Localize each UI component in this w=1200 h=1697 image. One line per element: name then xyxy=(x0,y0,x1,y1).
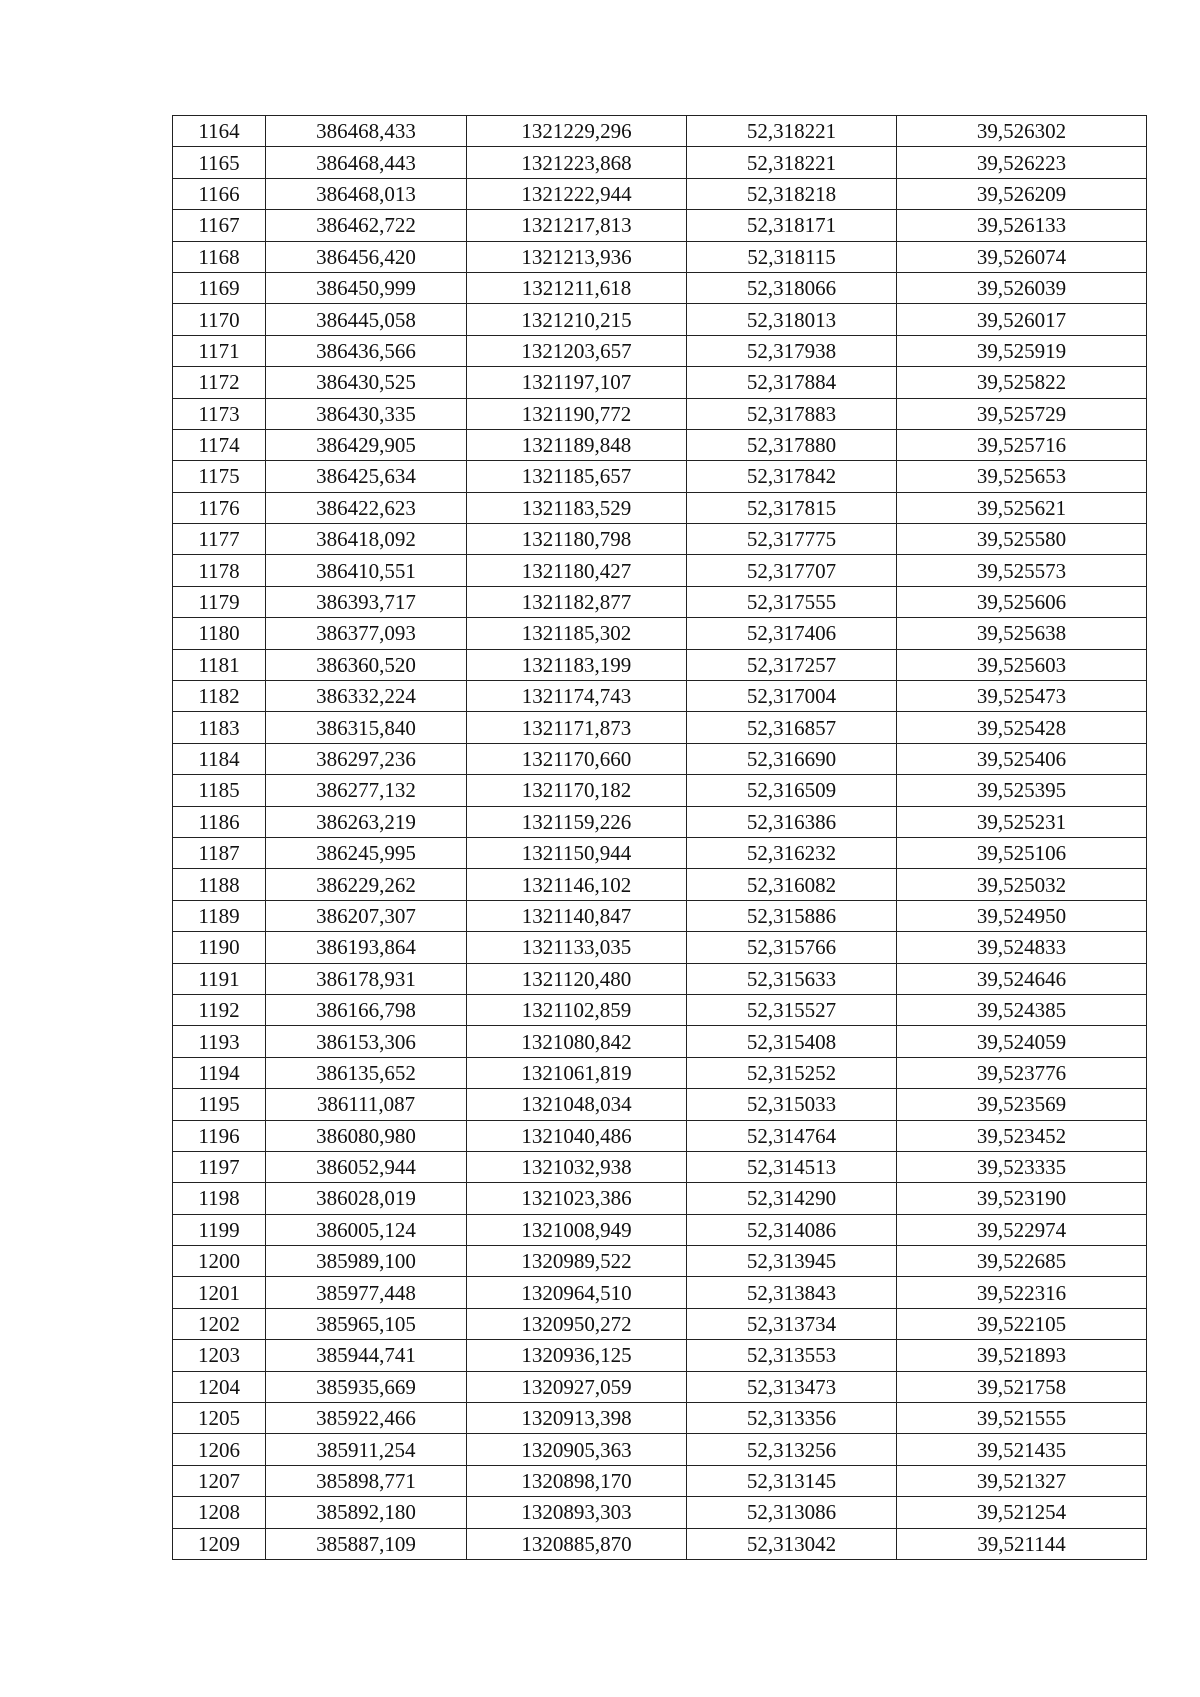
table-row xyxy=(173,1151,1147,1182)
y-coordinate-cell: 1321023,386 xyxy=(467,1183,687,1214)
latitude-cell: 52,317707 xyxy=(687,555,897,586)
latitude-cell: 52,317883 xyxy=(687,398,897,429)
longitude-cell: 39,521893 xyxy=(897,1340,1147,1371)
table-row xyxy=(173,1434,1147,1465)
latitude-cell: 52,318066 xyxy=(687,272,897,303)
longitude-cell: 39,526209 xyxy=(897,178,1147,209)
y-coordinate-cell: 1320893,303 xyxy=(467,1497,687,1528)
point-number-cell: 1205 xyxy=(173,1403,266,1434)
longitude-cell: 39,524059 xyxy=(897,1026,1147,1057)
longitude-cell: 39,524950 xyxy=(897,900,1147,931)
y-coordinate-cell: 1320913,398 xyxy=(467,1403,687,1434)
longitude-cell: 39,525395 xyxy=(897,775,1147,806)
point-number-cell: 1190 xyxy=(173,932,266,963)
table-row xyxy=(173,743,1147,774)
y-coordinate-cell: 1321217,813 xyxy=(467,210,687,241)
table-row xyxy=(173,1214,1147,1245)
x-coordinate-cell: 385977,448 xyxy=(266,1277,467,1308)
y-coordinate-cell: 1321140,847 xyxy=(467,900,687,931)
point-number-cell: 1172 xyxy=(173,367,266,398)
latitude-cell: 52,316690 xyxy=(687,743,897,774)
table-row xyxy=(173,649,1147,680)
latitude-cell: 52,314086 xyxy=(687,1214,897,1245)
x-coordinate-cell: 386245,995 xyxy=(266,837,467,868)
x-coordinate-cell: 386377,093 xyxy=(266,618,467,649)
table-row xyxy=(173,524,1147,555)
longitude-cell: 39,525580 xyxy=(897,524,1147,555)
point-number-cell: 1179 xyxy=(173,586,266,617)
longitude-cell: 39,521555 xyxy=(897,1403,1147,1434)
y-coordinate-cell: 1321159,226 xyxy=(467,806,687,837)
latitude-cell: 52,315633 xyxy=(687,963,897,994)
y-coordinate-cell: 1321120,480 xyxy=(467,963,687,994)
table-row xyxy=(173,1026,1147,1057)
longitude-cell: 39,523452 xyxy=(897,1120,1147,1151)
y-coordinate-cell: 1321197,107 xyxy=(467,367,687,398)
x-coordinate-cell: 385911,254 xyxy=(266,1434,467,1465)
longitude-cell: 39,522316 xyxy=(897,1277,1147,1308)
y-coordinate-cell: 1321180,798 xyxy=(467,524,687,555)
table-row xyxy=(173,555,1147,586)
latitude-cell: 52,314513 xyxy=(687,1151,897,1182)
y-coordinate-cell: 1321180,427 xyxy=(467,555,687,586)
longitude-cell: 39,524646 xyxy=(897,963,1147,994)
x-coordinate-cell: 386450,999 xyxy=(266,272,467,303)
longitude-cell: 39,521327 xyxy=(897,1465,1147,1496)
latitude-cell: 52,318221 xyxy=(687,147,897,178)
x-coordinate-cell: 386360,520 xyxy=(266,649,467,680)
y-coordinate-cell: 1321182,877 xyxy=(467,586,687,617)
table-row xyxy=(173,586,1147,617)
latitude-cell: 52,317938 xyxy=(687,335,897,366)
longitude-cell: 39,526074 xyxy=(897,241,1147,272)
point-number-cell: 1167 xyxy=(173,210,266,241)
longitude-cell: 39,525919 xyxy=(897,335,1147,366)
latitude-cell: 52,315527 xyxy=(687,994,897,1025)
latitude-cell: 52,317880 xyxy=(687,429,897,460)
table-row xyxy=(173,681,1147,712)
point-number-cell: 1206 xyxy=(173,1434,266,1465)
y-coordinate-cell: 1320950,272 xyxy=(467,1308,687,1339)
longitude-cell: 39,522685 xyxy=(897,1246,1147,1277)
y-coordinate-cell: 1321170,660 xyxy=(467,743,687,774)
latitude-cell: 52,313356 xyxy=(687,1403,897,1434)
x-coordinate-cell: 386229,262 xyxy=(266,869,467,900)
y-coordinate-cell: 1321061,819 xyxy=(467,1057,687,1088)
table-row xyxy=(173,994,1147,1025)
latitude-cell: 52,317004 xyxy=(687,681,897,712)
point-number-cell: 1196 xyxy=(173,1120,266,1151)
table-row xyxy=(173,932,1147,963)
point-number-cell: 1209 xyxy=(173,1528,266,1559)
table-row xyxy=(173,1183,1147,1214)
table-row xyxy=(173,1277,1147,1308)
longitude-cell: 39,522105 xyxy=(897,1308,1147,1339)
x-coordinate-cell: 386135,652 xyxy=(266,1057,467,1088)
y-coordinate-cell: 1321008,949 xyxy=(467,1214,687,1245)
longitude-cell: 39,523776 xyxy=(897,1057,1147,1088)
point-number-cell: 1200 xyxy=(173,1246,266,1277)
point-number-cell: 1189 xyxy=(173,900,266,931)
point-number-cell: 1186 xyxy=(173,806,266,837)
longitude-cell: 39,521758 xyxy=(897,1371,1147,1402)
table-row xyxy=(173,461,1147,492)
y-coordinate-cell: 1320927,059 xyxy=(467,1371,687,1402)
y-coordinate-cell: 1321223,868 xyxy=(467,147,687,178)
point-number-cell: 1202 xyxy=(173,1308,266,1339)
latitude-cell: 52,313042 xyxy=(687,1528,897,1559)
y-coordinate-cell: 1321211,618 xyxy=(467,272,687,303)
x-coordinate-cell: 385944,741 xyxy=(266,1340,467,1371)
point-number-cell: 1194 xyxy=(173,1057,266,1088)
longitude-cell: 39,525106 xyxy=(897,837,1147,868)
y-coordinate-cell: 1320898,170 xyxy=(467,1465,687,1496)
y-coordinate-cell: 1321150,944 xyxy=(467,837,687,868)
x-coordinate-cell: 386422,623 xyxy=(266,492,467,523)
latitude-cell: 52,318171 xyxy=(687,210,897,241)
table-row xyxy=(173,241,1147,272)
longitude-cell: 39,523190 xyxy=(897,1183,1147,1214)
latitude-cell: 52,316082 xyxy=(687,869,897,900)
longitude-cell: 39,525603 xyxy=(897,649,1147,680)
point-number-cell: 1181 xyxy=(173,649,266,680)
latitude-cell: 52,315408 xyxy=(687,1026,897,1057)
point-number-cell: 1183 xyxy=(173,712,266,743)
latitude-cell: 52,317815 xyxy=(687,492,897,523)
y-coordinate-cell: 1321189,848 xyxy=(467,429,687,460)
longitude-cell: 39,525032 xyxy=(897,869,1147,900)
latitude-cell: 52,317884 xyxy=(687,367,897,398)
latitude-cell: 52,315252 xyxy=(687,1057,897,1088)
point-number-cell: 1188 xyxy=(173,869,266,900)
table-row xyxy=(173,429,1147,460)
x-coordinate-cell: 386418,092 xyxy=(266,524,467,555)
point-number-cell: 1199 xyxy=(173,1214,266,1245)
latitude-cell: 52,318218 xyxy=(687,178,897,209)
point-number-cell: 1166 xyxy=(173,178,266,209)
x-coordinate-cell: 385887,109 xyxy=(266,1528,467,1559)
longitude-cell: 39,526133 xyxy=(897,210,1147,241)
longitude-cell: 39,525573 xyxy=(897,555,1147,586)
x-coordinate-cell: 386468,013 xyxy=(266,178,467,209)
y-coordinate-cell: 1321174,743 xyxy=(467,681,687,712)
latitude-cell: 52,313734 xyxy=(687,1308,897,1339)
table-row xyxy=(173,492,1147,523)
table-row xyxy=(173,618,1147,649)
point-number-cell: 1185 xyxy=(173,775,266,806)
longitude-cell: 39,525621 xyxy=(897,492,1147,523)
latitude-cell: 52,318221 xyxy=(687,116,897,147)
longitude-cell: 39,526039 xyxy=(897,272,1147,303)
x-coordinate-cell: 386315,840 xyxy=(266,712,467,743)
latitude-cell: 52,316857 xyxy=(687,712,897,743)
point-number-cell: 1176 xyxy=(173,492,266,523)
y-coordinate-cell: 1321133,035 xyxy=(467,932,687,963)
x-coordinate-cell: 386277,132 xyxy=(266,775,467,806)
x-coordinate-cell: 386462,722 xyxy=(266,210,467,241)
x-coordinate-cell: 386178,931 xyxy=(266,963,467,994)
point-number-cell: 1180 xyxy=(173,618,266,649)
x-coordinate-cell: 386430,335 xyxy=(266,398,467,429)
table-row xyxy=(173,1057,1147,1088)
latitude-cell: 52,313473 xyxy=(687,1371,897,1402)
y-coordinate-cell: 1320936,125 xyxy=(467,1340,687,1371)
y-coordinate-cell: 1321080,842 xyxy=(467,1026,687,1057)
x-coordinate-cell: 386297,236 xyxy=(266,743,467,774)
latitude-cell: 52,313553 xyxy=(687,1340,897,1371)
point-number-cell: 1169 xyxy=(173,272,266,303)
x-coordinate-cell: 386468,443 xyxy=(266,147,467,178)
y-coordinate-cell: 1321203,657 xyxy=(467,335,687,366)
table-row xyxy=(173,1340,1147,1371)
point-number-cell: 1192 xyxy=(173,994,266,1025)
point-number-cell: 1171 xyxy=(173,335,266,366)
longitude-cell: 39,525231 xyxy=(897,806,1147,837)
longitude-cell: 39,525822 xyxy=(897,367,1147,398)
latitude-cell: 52,317555 xyxy=(687,586,897,617)
longitude-cell: 39,522974 xyxy=(897,1214,1147,1245)
point-number-cell: 1178 xyxy=(173,555,266,586)
point-number-cell: 1193 xyxy=(173,1026,266,1057)
latitude-cell: 52,314290 xyxy=(687,1183,897,1214)
x-coordinate-cell: 386429,905 xyxy=(266,429,467,460)
y-coordinate-cell: 1321213,936 xyxy=(467,241,687,272)
table-row xyxy=(173,272,1147,303)
x-coordinate-cell: 386332,224 xyxy=(266,681,467,712)
point-number-cell: 1177 xyxy=(173,524,266,555)
point-number-cell: 1182 xyxy=(173,681,266,712)
x-coordinate-cell: 385892,180 xyxy=(266,1497,467,1528)
point-number-cell: 1191 xyxy=(173,963,266,994)
point-number-cell: 1207 xyxy=(173,1465,266,1496)
longitude-cell: 39,525473 xyxy=(897,681,1147,712)
table-row xyxy=(173,398,1147,429)
point-number-cell: 1197 xyxy=(173,1151,266,1182)
longitude-cell: 39,525428 xyxy=(897,712,1147,743)
latitude-cell: 52,317257 xyxy=(687,649,897,680)
y-coordinate-cell: 1321229,296 xyxy=(467,116,687,147)
y-coordinate-cell: 1321210,215 xyxy=(467,304,687,335)
x-coordinate-cell: 386425,634 xyxy=(266,461,467,492)
x-coordinate-cell: 386436,566 xyxy=(266,335,467,366)
table-row xyxy=(173,147,1147,178)
longitude-cell: 39,526223 xyxy=(897,147,1147,178)
longitude-cell: 39,525606 xyxy=(897,586,1147,617)
point-number-cell: 1168 xyxy=(173,241,266,272)
x-coordinate-cell: 386445,058 xyxy=(266,304,467,335)
y-coordinate-cell: 1320989,522 xyxy=(467,1246,687,1277)
table-row xyxy=(173,869,1147,900)
x-coordinate-cell: 386166,798 xyxy=(266,994,467,1025)
x-coordinate-cell: 385898,771 xyxy=(266,1465,467,1496)
longitude-cell: 39,525638 xyxy=(897,618,1147,649)
table-row xyxy=(173,1089,1147,1120)
longitude-cell: 39,525406 xyxy=(897,743,1147,774)
table-row xyxy=(173,1528,1147,1559)
point-number-cell: 1187 xyxy=(173,837,266,868)
table-row xyxy=(173,806,1147,837)
longitude-cell: 39,524833 xyxy=(897,932,1147,963)
longitude-cell: 39,523569 xyxy=(897,1089,1147,1120)
y-coordinate-cell: 1320905,363 xyxy=(467,1434,687,1465)
table-row xyxy=(173,178,1147,209)
x-coordinate-cell: 386468,433 xyxy=(266,116,467,147)
table-row xyxy=(173,1403,1147,1434)
latitude-cell: 52,316386 xyxy=(687,806,897,837)
longitude-cell: 39,525653 xyxy=(897,461,1147,492)
latitude-cell: 52,313145 xyxy=(687,1465,897,1496)
longitude-cell: 39,526302 xyxy=(897,116,1147,147)
x-coordinate-cell: 386193,864 xyxy=(266,932,467,963)
longitude-cell: 39,521435 xyxy=(897,1434,1147,1465)
latitude-cell: 52,313086 xyxy=(687,1497,897,1528)
longitude-cell: 39,524385 xyxy=(897,994,1147,1025)
table-row xyxy=(173,210,1147,241)
longitude-cell: 39,526017 xyxy=(897,304,1147,335)
table-row xyxy=(173,1308,1147,1339)
table-row xyxy=(173,367,1147,398)
table-row xyxy=(173,775,1147,806)
latitude-cell: 52,315886 xyxy=(687,900,897,931)
coordinates-table xyxy=(172,115,1147,1560)
y-coordinate-cell: 1321040,486 xyxy=(467,1120,687,1151)
latitude-cell: 52,315033 xyxy=(687,1089,897,1120)
coordinates-table-body xyxy=(173,116,1147,1560)
point-number-cell: 1184 xyxy=(173,743,266,774)
y-coordinate-cell: 1321183,199 xyxy=(467,649,687,680)
y-coordinate-cell: 1321048,034 xyxy=(467,1089,687,1120)
x-coordinate-cell: 385922,466 xyxy=(266,1403,467,1434)
table-row xyxy=(173,712,1147,743)
table-row xyxy=(173,837,1147,868)
x-coordinate-cell: 386393,717 xyxy=(266,586,467,617)
table-row xyxy=(173,963,1147,994)
latitude-cell: 52,317842 xyxy=(687,461,897,492)
x-coordinate-cell: 386005,124 xyxy=(266,1214,467,1245)
point-number-cell: 1173 xyxy=(173,398,266,429)
point-number-cell: 1195 xyxy=(173,1089,266,1120)
table-row xyxy=(173,1371,1147,1402)
latitude-cell: 52,313256 xyxy=(687,1434,897,1465)
x-coordinate-cell: 386052,944 xyxy=(266,1151,467,1182)
longitude-cell: 39,521254 xyxy=(897,1497,1147,1528)
table-row xyxy=(173,335,1147,366)
latitude-cell: 52,318115 xyxy=(687,241,897,272)
latitude-cell: 52,314764 xyxy=(687,1120,897,1151)
table-row xyxy=(173,1120,1147,1151)
latitude-cell: 52,317406 xyxy=(687,618,897,649)
latitude-cell: 52,316232 xyxy=(687,837,897,868)
latitude-cell: 52,313945 xyxy=(687,1246,897,1277)
y-coordinate-cell: 1321222,944 xyxy=(467,178,687,209)
x-coordinate-cell: 386456,420 xyxy=(266,241,467,272)
y-coordinate-cell: 1321183,529 xyxy=(467,492,687,523)
latitude-cell: 52,316509 xyxy=(687,775,897,806)
latitude-cell: 52,318013 xyxy=(687,304,897,335)
table-row xyxy=(173,1246,1147,1277)
x-coordinate-cell: 385965,105 xyxy=(266,1308,467,1339)
x-coordinate-cell: 385935,669 xyxy=(266,1371,467,1402)
y-coordinate-cell: 1321170,182 xyxy=(467,775,687,806)
x-coordinate-cell: 385989,100 xyxy=(266,1246,467,1277)
table-row xyxy=(173,900,1147,931)
y-coordinate-cell: 1320885,870 xyxy=(467,1528,687,1559)
y-coordinate-cell: 1321032,938 xyxy=(467,1151,687,1182)
y-coordinate-cell: 1321185,302 xyxy=(467,618,687,649)
y-coordinate-cell: 1321102,859 xyxy=(467,994,687,1025)
point-number-cell: 1204 xyxy=(173,1371,266,1402)
point-number-cell: 1201 xyxy=(173,1277,266,1308)
x-coordinate-cell: 386430,525 xyxy=(266,367,467,398)
point-number-cell: 1175 xyxy=(173,461,266,492)
longitude-cell: 39,523335 xyxy=(897,1151,1147,1182)
point-number-cell: 1165 xyxy=(173,147,266,178)
y-coordinate-cell: 1321171,873 xyxy=(467,712,687,743)
point-number-cell: 1174 xyxy=(173,429,266,460)
x-coordinate-cell: 386028,019 xyxy=(266,1183,467,1214)
longitude-cell: 39,525716 xyxy=(897,429,1147,460)
y-coordinate-cell: 1321190,772 xyxy=(467,398,687,429)
x-coordinate-cell: 386263,219 xyxy=(266,806,467,837)
latitude-cell: 52,317775 xyxy=(687,524,897,555)
x-coordinate-cell: 386111,087 xyxy=(266,1089,467,1120)
y-coordinate-cell: 1321146,102 xyxy=(467,869,687,900)
table-row xyxy=(173,1497,1147,1528)
point-number-cell: 1203 xyxy=(173,1340,266,1371)
point-number-cell: 1170 xyxy=(173,304,266,335)
table-row xyxy=(173,304,1147,335)
point-number-cell: 1164 xyxy=(173,116,266,147)
table-row xyxy=(173,116,1147,147)
x-coordinate-cell: 386410,551 xyxy=(266,555,467,586)
longitude-cell: 39,521144 xyxy=(897,1528,1147,1559)
x-coordinate-cell: 386080,980 xyxy=(266,1120,467,1151)
x-coordinate-cell: 386153,306 xyxy=(266,1026,467,1057)
table-row xyxy=(173,1465,1147,1496)
x-coordinate-cell: 386207,307 xyxy=(266,900,467,931)
latitude-cell: 52,313843 xyxy=(687,1277,897,1308)
latitude-cell: 52,315766 xyxy=(687,932,897,963)
y-coordinate-cell: 1320964,510 xyxy=(467,1277,687,1308)
y-coordinate-cell: 1321185,657 xyxy=(467,461,687,492)
longitude-cell: 39,525729 xyxy=(897,398,1147,429)
point-number-cell: 1208 xyxy=(173,1497,266,1528)
point-number-cell: 1198 xyxy=(173,1183,266,1214)
